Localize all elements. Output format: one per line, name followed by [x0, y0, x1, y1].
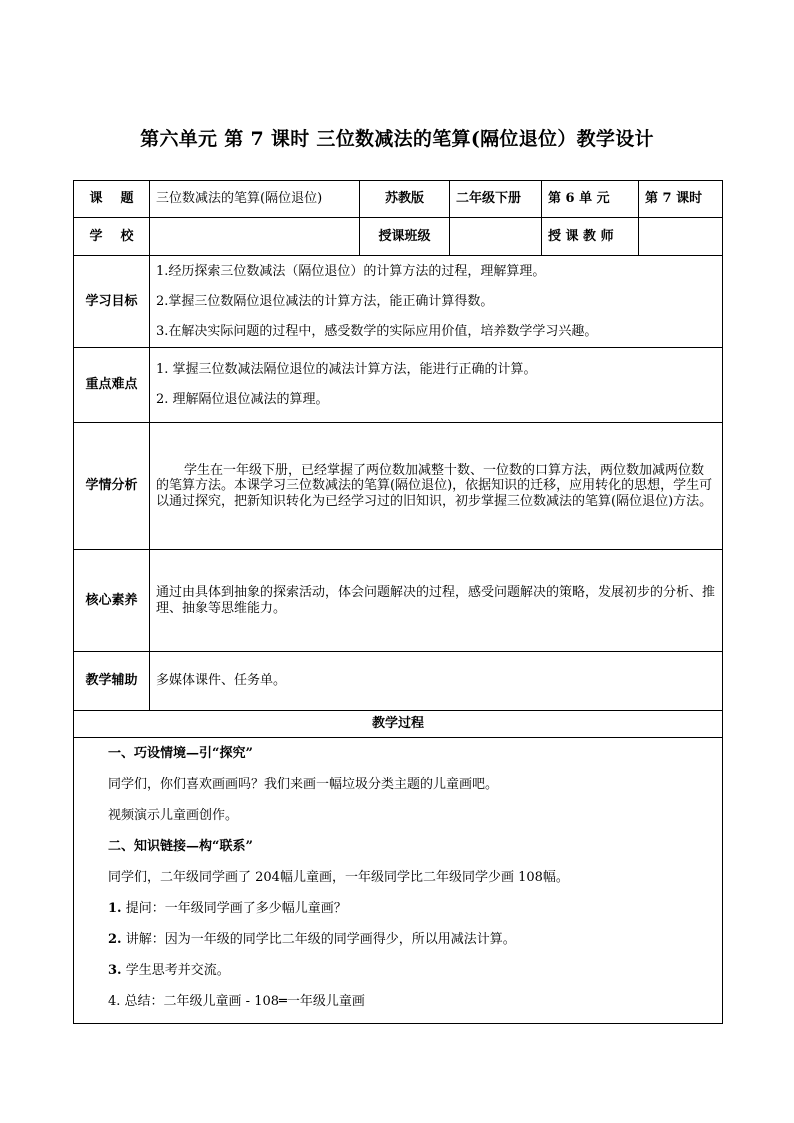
goals-row: [74, 256, 723, 348]
step-text: 讲解：因为一年级的同学比二年级的同学画得少，所以用减法计算。: [121, 932, 516, 947]
teacher-label: 授 课 教 师: [542, 218, 639, 256]
keypoints-label: 重点难点: [74, 348, 150, 423]
grade-cell: 二年级下册: [450, 181, 542, 218]
school-label: 学 校: [74, 218, 150, 256]
keypoints-row: [74, 348, 723, 423]
process-line: 同学们，二年级同学画了 204幅儿童画，一年级同学比二年级同学少画 108幅。: [108, 870, 569, 885]
step-number: 1.: [108, 901, 122, 916]
process-step: [88, 924, 712, 955]
school-value: [150, 218, 360, 256]
step-number: 2.: [108, 932, 122, 947]
keypoint-item: 2. 理解隔位退位减法的算理。: [156, 392, 329, 407]
goal-item: 2.掌握三位数隔位退位减法的计算方法，能正确计算得数。: [156, 293, 494, 309]
class-value: [450, 218, 542, 256]
page-title: 第六单元 第 7 课时 三位数减法的笔算(隔位退位）教学设计: [140, 128, 654, 150]
lesson-plan-table: [73, 180, 723, 1024]
step-text: 学生思考并交流。: [121, 963, 230, 978]
publisher-cell: 苏教版: [360, 181, 450, 218]
process-heading: 教学过程: [74, 711, 723, 738]
process-heading-row: [74, 711, 723, 738]
goal-item: 1.经历探索三位数减法（隔位退位）的计算方法的过程，理解算理。: [156, 263, 546, 279]
process-line: 视频演示儿童画创作。: [108, 808, 239, 823]
section-heading: 二、知识链接—构“联系”: [108, 839, 253, 854]
core-label: 核心素养: [74, 550, 150, 652]
goal-item: 3.在解决实际问题的过程中，感受数学的实际应用价值，培养数学学习兴趣。: [156, 323, 598, 339]
step-text: 总结：二年级儿童画 - 108═一年级儿童画: [120, 994, 365, 1009]
goals-label: 学习目标: [74, 256, 150, 348]
step-number: 3.: [108, 963, 122, 978]
aids-text: 多媒体课件、任务单。: [150, 652, 723, 711]
process-step: [88, 893, 712, 924]
section-heading: 一、巧设情境—引“探究”: [108, 746, 253, 761]
lesson-number-cell: 第 7 课时: [639, 181, 723, 218]
core-row: [74, 550, 723, 652]
analysis-text: 学生在一年级下册，已经掌握了两位数加减整十数、一位数的口算方法，两位数加减两位数的笔算方法。本课学习三位数减法的笔算(隔位退位)，依据知识的迁移，应用转化的思想，学生可以通过探究，把新知识转化为已经学习过的旧知识，初步掌握三位数减法的笔算(隔位退位)方法。: [150, 423, 723, 550]
step-number: 4.: [108, 994, 121, 1009]
class-label: 授课班级: [360, 218, 450, 256]
analysis-row: [74, 423, 723, 550]
teacher-value: [639, 218, 723, 256]
step-text: 提问：一年级同学画了多少幅儿童画？: [121, 901, 347, 916]
core-text: 通过由具体到抽象的探索活动，体会问题解决的过程，感受问题解决的策略，发展初步的分析、推理、抽象等思维能力。: [150, 550, 723, 652]
topic-row: [74, 181, 723, 218]
process-row: [74, 738, 723, 1024]
goals-content: [150, 256, 723, 348]
process-step: [88, 955, 712, 986]
topic-value: 三位数减法的笔算(隔位退位): [150, 181, 360, 218]
analysis-label: 学情分析: [74, 423, 150, 550]
unit-cell: 第 6 单 元: [542, 181, 639, 218]
aids-row: [74, 652, 723, 711]
school-row: [74, 218, 723, 256]
process-step: [88, 986, 712, 1017]
process-content: [74, 738, 723, 1024]
process-line: 同学们，你们喜欢画画吗？我们来画一幅垃圾分类主题的儿童画吧。: [108, 777, 499, 792]
keypoint-item: 1. 掌握三位数减法隔位退位的减法计算方法，能进行正确的计算。: [156, 362, 537, 377]
topic-label: 课 题: [74, 181, 150, 218]
aids-label: 教学辅助: [74, 652, 150, 711]
keypoints-content: [150, 348, 723, 423]
